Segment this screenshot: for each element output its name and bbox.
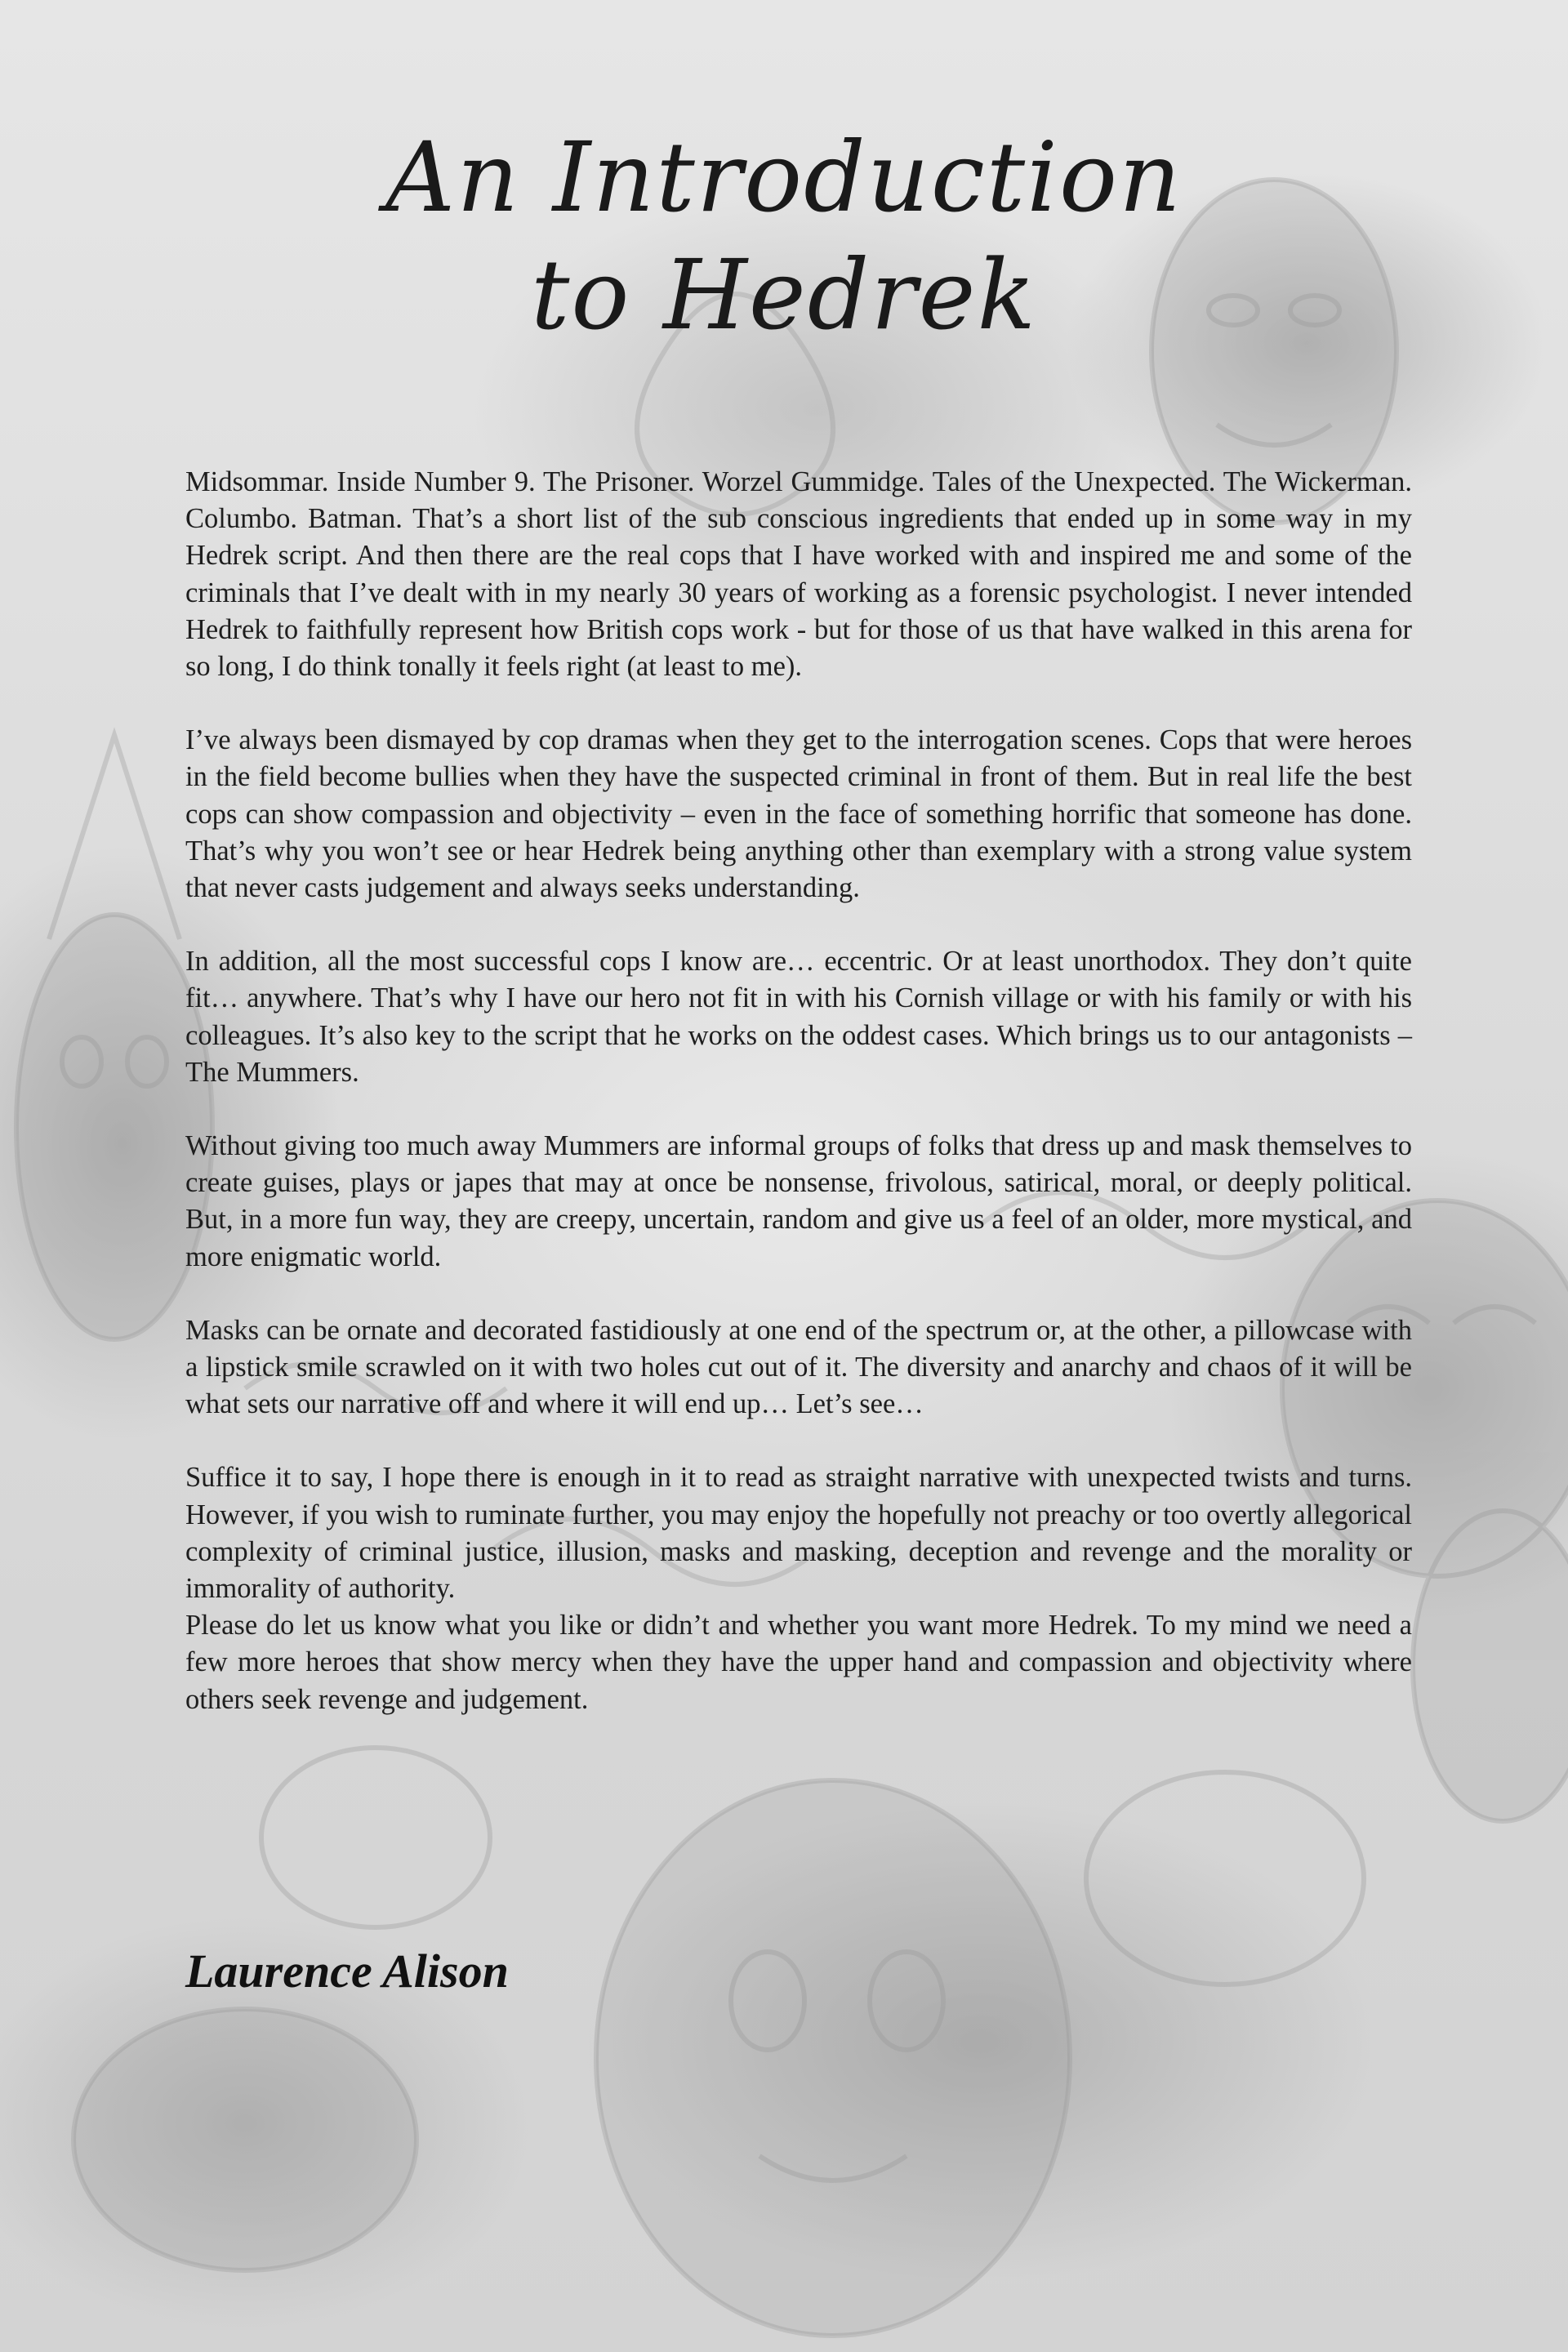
- author-signature: Laurence Alison: [185, 1944, 509, 1998]
- paragraph-4: Without giving too much away Mummers are informal groups of folks that dress up and mask themselves to create guises, plays or japes that may at once be nonsense, frivolous, satirical, moral, or deeply political. But, in a more fun way, they are creepy, uncertain, random and give us a feel of an older, more mystical, and more enigmatic world.: [185, 1130, 1412, 1272]
- paragraph-5: Masks can be ornate and decorated fastidiously at one end of the spectrum or, at the other, a pillowcase with a lipstick smile scrawled on it with two holes cut out of it. The diversity and anarchy and chaos of it will be what sets our narrative off and where it will end up… Let’s see…: [185, 1314, 1412, 1420]
- paragraph-2: I’ve always been dismayed by cop dramas when they get to the interrogation scenes. Cops that were heroes in the field become bullies when they have the suspected criminal in front of them. But in real life the best cops can show compassion and objectivity – even in the face of something horrific that someone has done. That’s why you won’t see or hear Hedrek being anything other than exemplary with a strong value system that never casts judgement and always seeks understanding.: [185, 724, 1412, 904]
- title-line-1: An Introduction: [385, 121, 1183, 234]
- paragraph-1: Midsommar. Inside Number 9. The Prisoner. Worzel Gummidge. Tales of the Unexpected. The Wickerman. Columbo. Batman. That’s a short list of the sub conscious ingredients that ended up in some way in my Hedrek script. And then there are the real cops that I have worked with and inspired me and some of the criminals that I’ve dealt with in my nearly 30 years of working as a forensic psychologist. I never intended Hedrek to faithfully represent how British cops work - but for those of us that have walked in this arena for so long, I do think tonally it feels right (at least to me).: [185, 466, 1412, 683]
- paragraph-6: Suffice it to say, I hope there is enough in it to read as straight narrative with unexpected twists and turns. However, if you wish to ruminate further, you may enjoy the hopefully not preachy or too overtly allegorical complexity of criminal justice, illusion, masks and masking, deception and revenge and the morality or immorality of authority.: [185, 1462, 1412, 1605]
- title-line-2: to Hedrek: [531, 238, 1037, 351]
- paragraph-3: In addition, all the most successful cops I know are… eccentric. Or at least unorthodox. They don’t quite fit… anywhere. That’s why I have our hero not fit in with his Cornish village or with his family or with his colleagues. It’s also key to the script that he works on the oddest cases. Which brings us to our antagonists – The Mummers.: [185, 946, 1412, 1088]
- paragraph-7: Please do let us know what you like or didn’t and whether you want more Hedrek. To my mind we need a few more heroes that show mercy when they have the upper hand and compassion and objectivity where others seek revenge and judgement.: [185, 1610, 1412, 1715]
- page-title: [0, 122, 1568, 350]
- body-text: [185, 464, 1412, 1718]
